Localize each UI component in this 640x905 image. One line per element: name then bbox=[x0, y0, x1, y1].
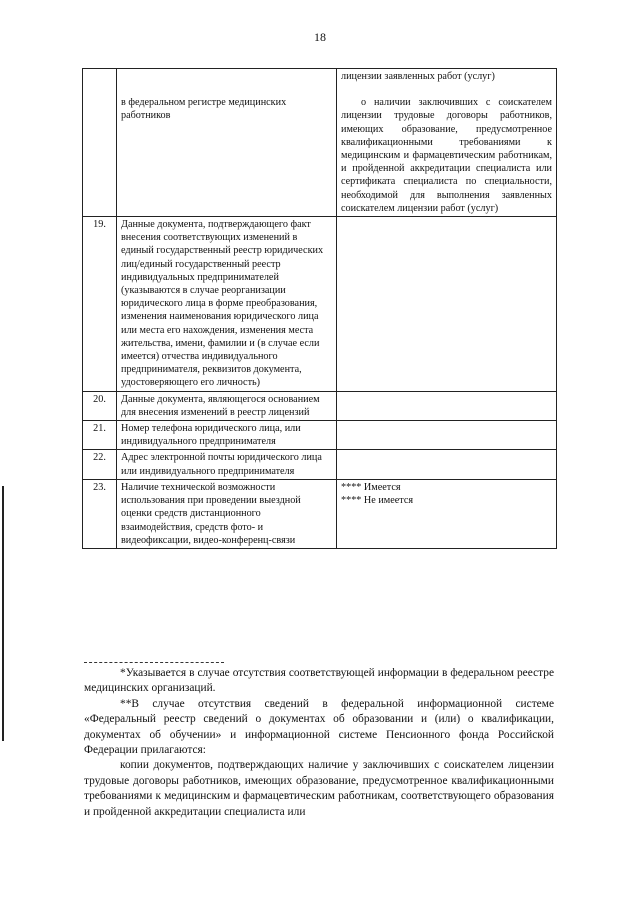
table-row-23 bbox=[83, 479, 557, 548]
footnote-3: копии документов, подтверждающих наличие у заключивших с соискателем лицензии трудовые договоры работников, имеющих образование, предусмотренное квалификационными требованиями к медицинским и фармацевтическим работникам, соответствующего образования и пройденной аккредитации специалиста или bbox=[84, 759, 554, 818]
table-row-21 bbox=[83, 421, 557, 450]
row-value-cell bbox=[337, 479, 557, 548]
row-name-text: в федеральном регистре медицинских работников bbox=[121, 97, 287, 122]
table-row-19 bbox=[83, 217, 557, 392]
row-name: Данные документа, подтверждающего факт внесения соответствующих изменений в единый государственный реестр юридических лиц/единый государственный реестр индивидуальных предпринимателей (указываются в случае реорганизации юридического лица в форме преобразования, изменения наименования юридического лица или места его нахождения, изменения места жительства, имени, фамилии и (в случае если имеется) отчества индивидуального предпринимателя, реквизитов документа, удостоверяющего его личность) bbox=[117, 217, 337, 392]
row-value-cell[interactable] bbox=[337, 217, 557, 392]
option-available[interactable]: **** Имеется bbox=[341, 481, 401, 493]
page-number: 18 bbox=[314, 30, 326, 44]
row-value-cell[interactable] bbox=[337, 421, 557, 450]
row-number: 23. bbox=[83, 479, 117, 548]
row-name: Наличие технической возможности использования при проведении выездной оценки средств дистанционного взаимодействия, средств фото- и видеофиксации, видео-конференц-связи bbox=[117, 479, 337, 548]
row-number: 19. bbox=[83, 217, 117, 392]
row-value-cell bbox=[337, 69, 557, 217]
row-name: Адрес электронной почты юридического лица или индивидуального предпринимателя bbox=[117, 450, 337, 479]
continued-value-text: о наличии заключивших с соискателем лицензии трудовые договоры работников, имеющих образование, предусмотренное квалификационными требованиями к медицинским и фармацевтическим работникам, и пройденной аккредитации специалиста или сертификата специалиста по специальности, необходимой для выполнения заявленных соискателем лицензии работ (услуг) bbox=[341, 97, 552, 214]
footnote-separator bbox=[84, 662, 224, 663]
row-name-cell bbox=[117, 69, 337, 217]
row-number: 22. bbox=[83, 450, 117, 479]
row-name: Номер телефона юридического лица, или индивидуального предпринимателя bbox=[117, 421, 337, 450]
footnote-2: **В случае отсутствия сведений в федеральной информационной системе «Федеральный реестр сведений о документах об образовании и (или) о квалификации, документах об обучении» и информационной системе Пенсионного фонда Российской Федерации прилагаются: bbox=[84, 697, 554, 757]
scan-artifact-bar bbox=[2, 486, 4, 741]
row-number: 20. bbox=[83, 391, 117, 420]
footnote-1: *Указывается в случае отсутствия соответствующей информации в федеральном реестре медицинских организаций. bbox=[84, 667, 554, 695]
option-not-available[interactable]: **** Не имеется bbox=[341, 495, 414, 507]
table-row-20 bbox=[83, 391, 557, 420]
row-name: Данные документа, являющегося основанием для внесения изменений в реестр лицензий bbox=[117, 391, 337, 420]
continued-top-text: лицензии заявленных работ (услуг) bbox=[341, 71, 495, 82]
row-number-cell bbox=[83, 69, 117, 217]
table-row-continued bbox=[83, 69, 557, 217]
table-row-22 bbox=[83, 450, 557, 479]
row-value-cell[interactable] bbox=[337, 391, 557, 420]
footnotes bbox=[84, 666, 554, 820]
row-value-cell[interactable] bbox=[337, 450, 557, 479]
row-number: 21. bbox=[83, 421, 117, 450]
application-form-table bbox=[82, 68, 557, 549]
